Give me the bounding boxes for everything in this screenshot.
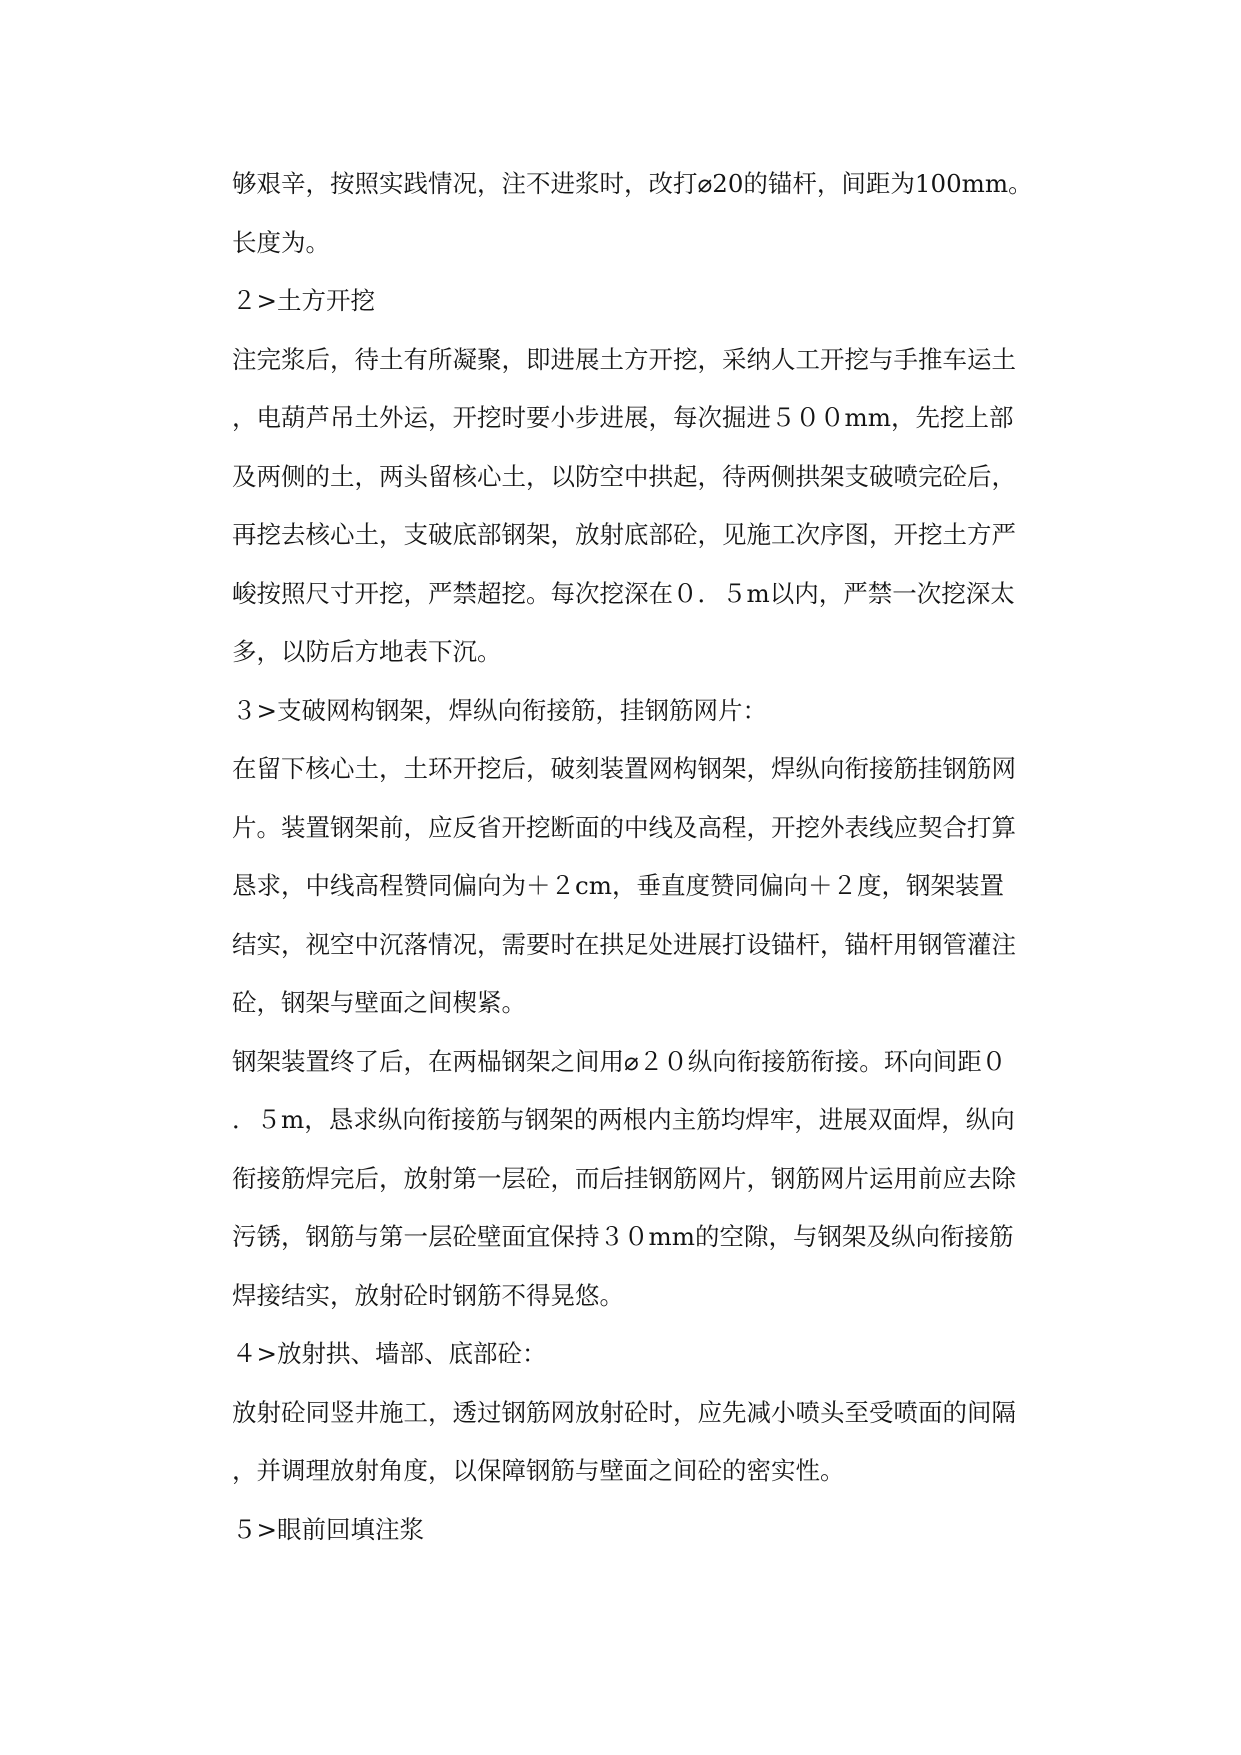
- text-line: 够艰辛，按照实践情况，注不进浆时，改打⌀20的锚杆，间距为100mm。: [232, 169, 1033, 198]
- text-line: 多，以防后方地表下沉。: [232, 637, 502, 666]
- text-line: 污锈，钢筋与第一层砼壁面宜保持３０mm的空隙，与钢架及纵向衔接筋: [232, 1222, 1014, 1251]
- text-line: 及两侧的土，两头留核心土，以防空中拱起，待两侧拱架支破喷完砼后，: [232, 461, 1016, 491]
- text-line: 钢架装置终了后，在两榀钢架之间用⌀２０纵向衔接筋衔接。环向间距０: [232, 1046, 1007, 1076]
- text-line: 砼，钢架与壁面之间楔紧。: [232, 988, 526, 1017]
- text-line: 恳求，中线高程赞同偏向为＋２cm，垂直度赞同偏向＋２度，钢架装置: [232, 871, 1004, 900]
- text-line: 结实，视空中沉落情况，需要时在拱足处进展打设锚杆，锚杆用钢管灌注: [232, 929, 1016, 959]
- text-line: 片。装置钢架前，应反省开挖断面的中线及高程，开挖外表线应契合打算: [232, 812, 1016, 842]
- document-body: [232, 155, 1112, 1559]
- text-line: ，电葫芦吊土外运，开挖时要小步进展，每次掘进５００mm，先挖上部: [232, 403, 1014, 432]
- text-line: 长度为。: [232, 227, 330, 257]
- text-line: 峻按照尺寸开挖，严禁超挖。每次挖深在０．５m以内，严禁一次挖深太: [232, 578, 1015, 608]
- section-heading: ２>土方开挖: [232, 286, 376, 315]
- text-line: 衔接筋焊完后，放射第一层砼，而后挂钢筋网片，钢筋网片运用前应去除: [232, 1163, 1016, 1193]
- section-heading: ３>支破网构钢架，焊纵向衔接筋，挂钢筋网片：: [232, 695, 768, 725]
- text-line: ．５m，恳求纵向衔接筋与钢架的两根内主筋均焊牢，进展双面焊，纵向: [232, 1105, 1015, 1134]
- text-line: 在留下核心土，土环开挖后，破刻装置网构钢架，焊纵向衔接筋挂钢筋网: [232, 754, 1016, 783]
- text-line: 注完浆后，待土有所凝聚，即进展土方开挖，采纳人工开挖与手推车运土: [232, 344, 1016, 374]
- section-heading: ４>放射拱、墙部、底部砼：: [232, 1339, 547, 1368]
- text-line: 焊接结实，放射砼时钢筋不得晃悠。: [232, 1280, 624, 1310]
- text-line: 再挖去核心土，支破底部钢架，放射底部砼，见施工次序图，开挖土方严: [232, 520, 1016, 549]
- text-line: 放射砼同竖井施工，透过钢筋网放射砼时，应先减小喷头至受喷面的间隔: [232, 1397, 1016, 1427]
- text-line: ，并调理放射角度，以保障钢筋与壁面之间砼的密实性。: [232, 1456, 845, 1485]
- section-heading: ５>眼前回填注浆: [232, 1514, 425, 1544]
